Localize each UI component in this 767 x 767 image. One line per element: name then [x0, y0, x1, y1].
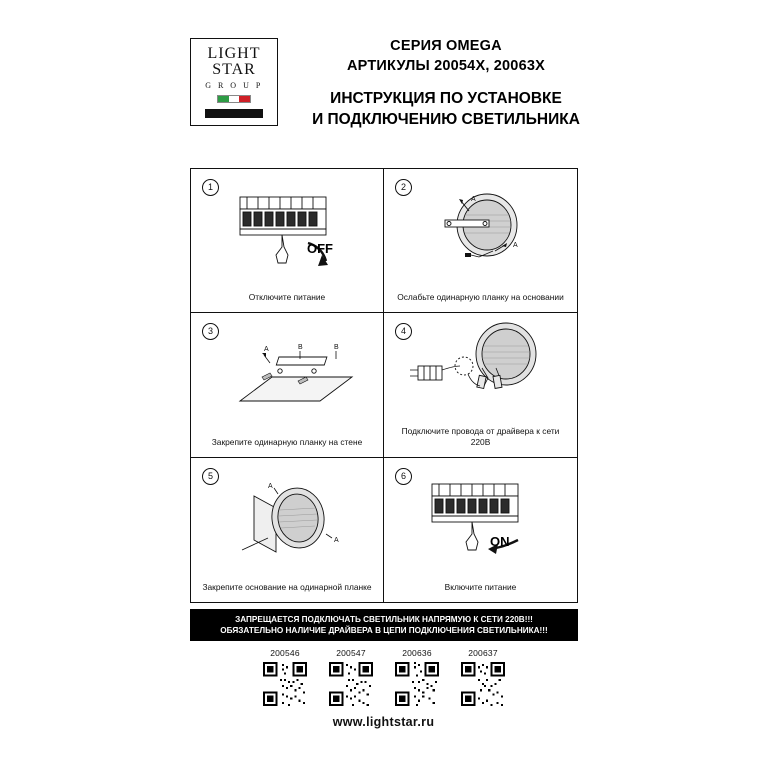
step-caption-3: Закрепите одинарную планку на стене — [211, 436, 363, 447]
step-cell-4 — [384, 313, 577, 457]
step-cell-2 — [384, 169, 577, 313]
svg-text:B: B — [334, 343, 339, 351]
step-caption-4: Подключите провода от драйвера к сети 220В — [401, 425, 560, 447]
svg-text:A: A — [334, 536, 339, 544]
header-text-block — [312, 28, 580, 130]
page-title-line-2: И ПОДКЛЮЧЕНИЮ СВЕТИЛЬНИКА — [312, 111, 580, 128]
qr-label: 200637 — [468, 648, 498, 658]
round-fixture-loosen-bracket-icon — [384, 169, 577, 292]
step-caption-6: Включите питание — [444, 581, 517, 592]
driver-wiring-220v-icon — [384, 313, 577, 425]
step-number-2: 2 — [395, 179, 412, 196]
logo-line-2: STAR — [212, 61, 256, 78]
series-label: СЕРИЯ OMEGA — [390, 38, 502, 54]
step-caption-1: Отключите питание — [248, 292, 326, 303]
logo-group-text: G R O U P — [205, 81, 263, 90]
step-number-3: 3 — [202, 323, 219, 340]
qr-code-image[interactable] — [461, 662, 505, 706]
italy-flag-icon — [217, 95, 251, 103]
step-cell-5 — [191, 458, 384, 602]
wall-bracket-mount-icon — [191, 313, 383, 436]
svg-text:A: A — [268, 482, 273, 490]
step-cell-6 — [384, 458, 577, 602]
articles-label: АРТИКУЛЫ 20054X, 20063X — [347, 58, 545, 74]
svg-text:A: A — [512, 241, 518, 249]
page-title-line-1: ИНСТРУКЦИЯ ПО УСТАНОВКЕ — [330, 90, 562, 107]
qr-code-image[interactable] — [395, 662, 439, 706]
qr-code-image[interactable] — [263, 662, 307, 706]
step-number-5: 5 — [202, 468, 219, 485]
warning-line-1: ЗАПРЕЩАЕТСЯ ПОДКЛЮЧАТЬ СВЕТИЛЬНИК НАПРЯМУЮ К СЕТИ 220В!!! — [235, 615, 533, 624]
power-off-label: OFF — [307, 241, 333, 256]
warning-banner — [190, 609, 578, 641]
qr-item — [263, 648, 307, 706]
document-header — [190, 28, 580, 136]
warning-line-2: ОБЯЗАТЕЛЬНО НАЛИЧИЕ ДРАЙВЕРА В ЦЕПИ ПОДКЛЮЧЕНИЯ СВЕТИЛЬНИКА!!! — [220, 626, 548, 635]
qr-item — [461, 648, 505, 706]
qr-code-image[interactable] — [329, 662, 373, 706]
qr-label: 200636 — [402, 648, 432, 658]
step-number-4: 4 — [395, 323, 412, 340]
fixture-attach-to-bracket-icon — [191, 458, 383, 582]
step-cell-1 — [191, 169, 384, 313]
terminal-block-switch-on-icon — [384, 458, 577, 582]
steps-grid — [190, 168, 578, 603]
footer — [0, 713, 767, 731]
brand-logo — [190, 38, 278, 126]
svg-text:A: A — [264, 345, 269, 353]
logo-line-1: LIGHT — [207, 45, 261, 62]
qr-label: 200546 — [270, 648, 300, 658]
qr-code-row — [190, 648, 578, 706]
power-on-label: ON — [490, 533, 510, 549]
terminal-block-switch-off-icon — [191, 169, 383, 292]
step-number-6: 6 — [395, 468, 412, 485]
qr-item — [329, 648, 373, 706]
qr-item — [395, 648, 439, 706]
qr-label: 200547 — [336, 648, 366, 658]
website-link[interactable]: www.lightstar.ru — [332, 715, 435, 729]
svg-text:A: A — [470, 195, 476, 203]
logo-underline — [205, 109, 263, 118]
step-caption-5: Закрепите основание на одинарной планке — [202, 581, 372, 592]
step-caption-2: Ослабьте одинарную планку на основании — [397, 292, 564, 303]
step-cell-3 — [191, 313, 384, 457]
svg-text:B: B — [298, 343, 303, 351]
step-number-1: 1 — [202, 179, 219, 196]
